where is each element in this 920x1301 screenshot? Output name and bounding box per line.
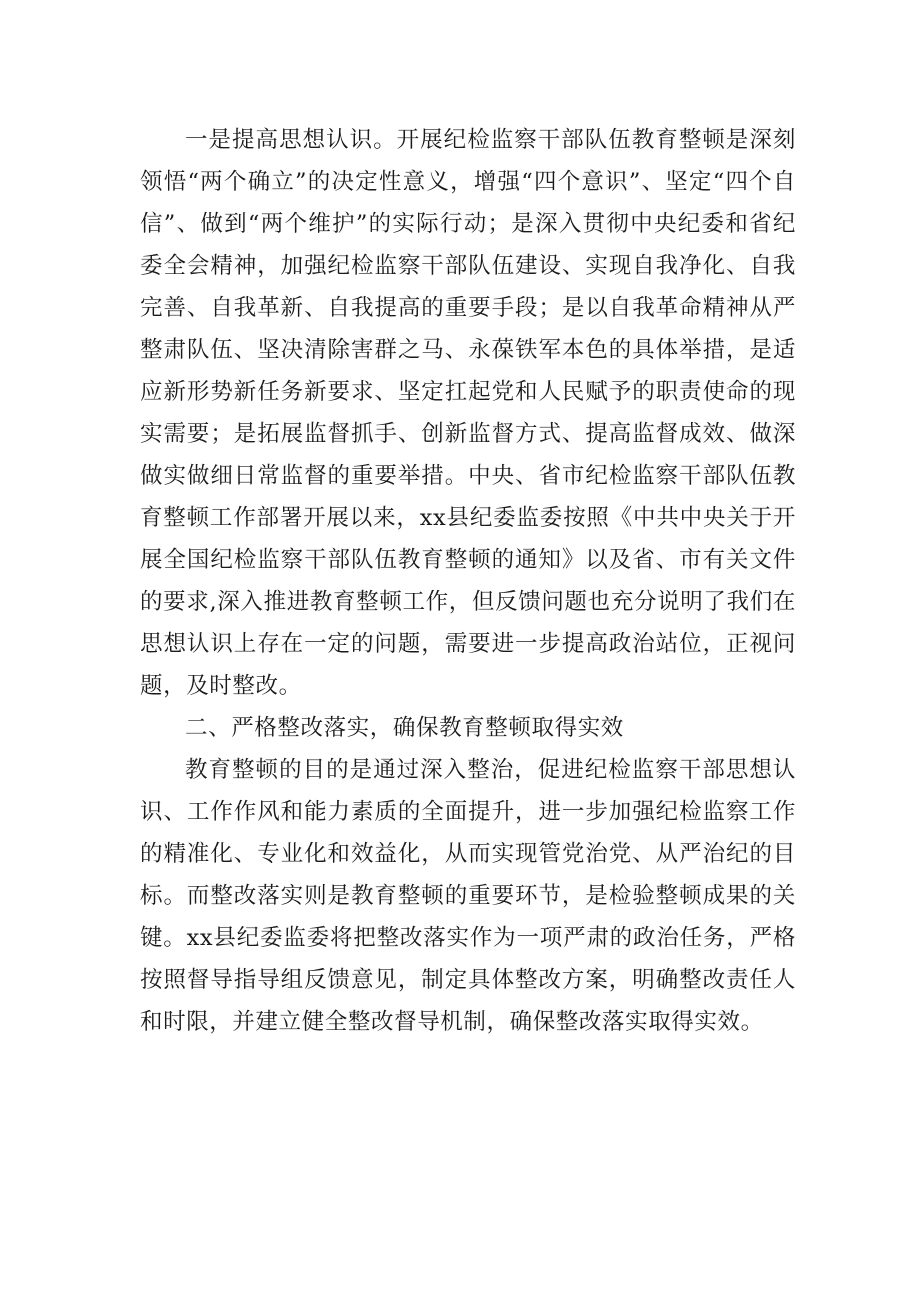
paragraph-rectification-purpose: 教育整顿的目的是通过深入整治，促进纪检监察干部思想认识、工作作风和能力素质的全面提升，进一步加强纪检监察工作的精准化、专业化和效益化，从而实现管党治党、从严治纪的目标。而整改落实则是教育整顿的重要环节，是检验整顿成果的关键。xx县纪委监委将把整改落实作为一项严肃的政治任务，严格按照督导指导组反馈意见，制定具体整改方案，明确整改责任人和时限，并建立健全整改督导机制，确保整改落实取得实效。 — [140, 757, 796, 1035]
section-heading-rectification: 二、严格整改落实，确保教育整顿取得实效 — [185, 715, 624, 741]
document-body — [140, 119, 796, 1043]
paragraph-raise-ideological-awareness: 一是提高思想认识。开展纪检监察干部队伍教育整顿是深刻领悟“两个确立”的决定性意义，增强“四个意识”、坚定“四个自信”、做到“两个维护”的实际行动；是深入贯彻中央纪委和省纪委全会精神，加强纪检监察干部队伍建设、实现自我净化、自我完善、自我革新、自我提高的重要手段；是以自我革命精神从严整肃队伍、坚决清除害群之马、永葆铁军本色的具体举措，是适应新形势新任务新要求、坚定扛起党和人民赋予的职责使命的现实需要；是拓展监督抓手、创新监督方式、提高监督成效、做深做实做细日常监督的重要举措。中央、省市纪检监察干部队伍教育整顿工作部署开展以来，xx县纪委监委按照《中共中央关于开展全国纪检监察干部队伍教育整顿的通知》以及省、市有关文件的要求,深入推进教育整顿工作，但反馈问题也充分说明了我们在思想认识上存在一定的问题，需要进一步提高政治站位，正视问题，及时整改。 — [140, 127, 796, 699]
